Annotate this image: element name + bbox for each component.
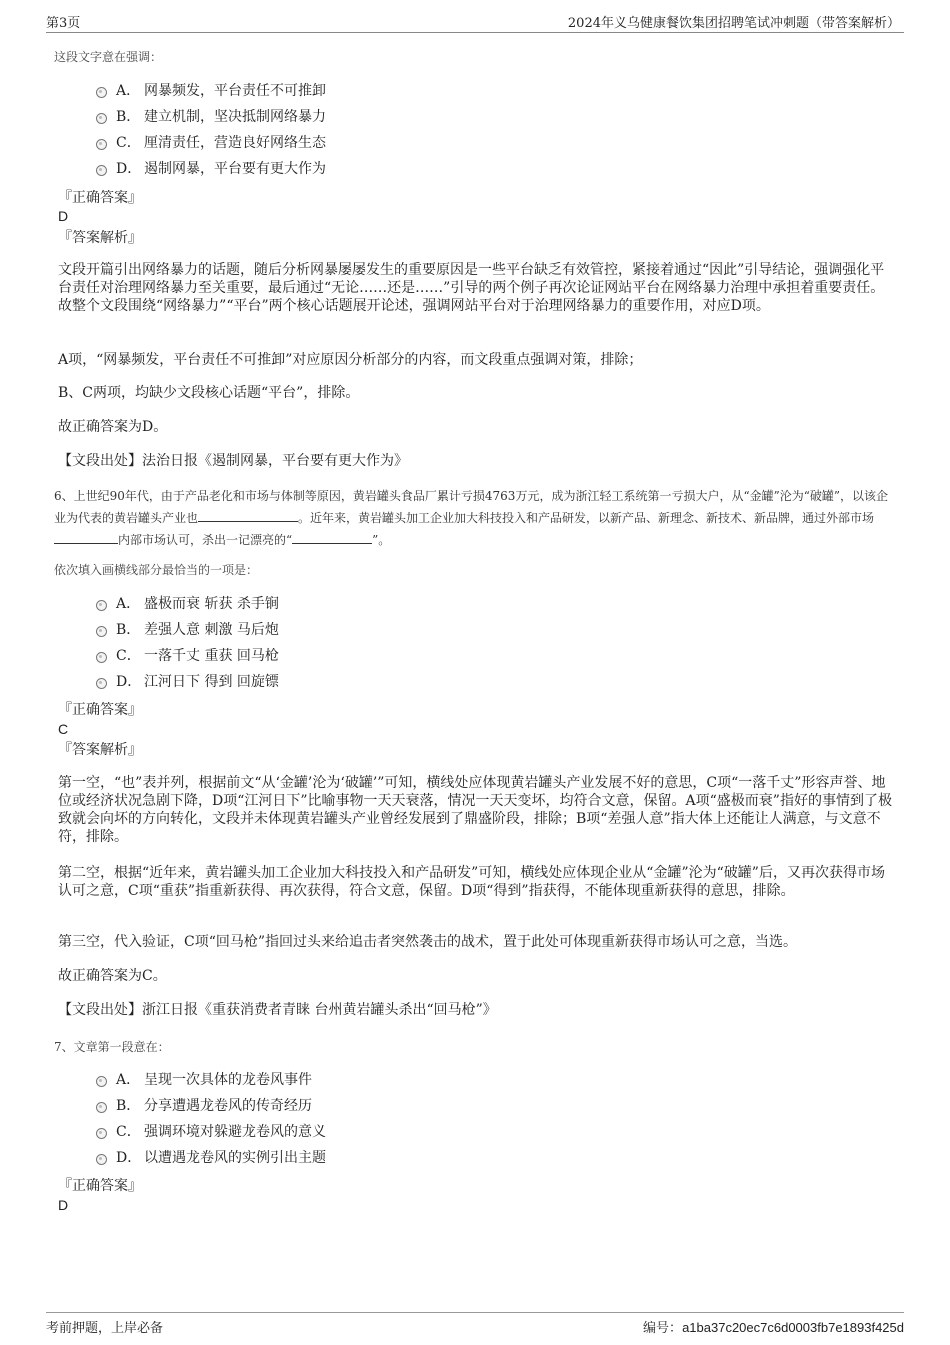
q5-analysis-label: 『答案解析』 [58,230,142,246]
q7-answer-label: 『正确答案』 [58,1178,142,1194]
radio-icon[interactable] [96,87,107,98]
radio-icon[interactable] [96,165,107,176]
q6-answer-label: 『正确答案』 [58,702,142,718]
q5-options [96,78,696,182]
radio-icon[interactable] [96,652,107,663]
q6-analysis-p1: 第一空，“也”表并列，根据前文“从‘金罐’沦为‘破罐’”可知，横线处应体现黄岩罐头产业发展不好的意思，C项“一落千丈”形容声誉、地位或经济状况急剧下降，D项“江河日下”比喻事物一天天衰落，情况一天天变坏，均符合文意，保留。A项“盛极而衰”指好的事情到了极致就会向坏的方向转化，文段并未体现黄岩罐头产业曾经发展到了鼎盛阶段，排除；B项“差强人意”指大体上还能让人满意，与文意不符，排除。 [58,775,892,845]
q6-option-a[interactable]: A． 盛极而衰 斩获 杀手锏 [96,591,696,617]
q7-option-b[interactable]: B． 分享遭遇龙卷风的传奇经历 [96,1093,696,1119]
radio-icon[interactable] [96,139,107,150]
page-number: 第3页 [46,16,81,31]
q5-analysis-p1: 文段开篇引出网络暴力的话题，随后分析网暴屡屡发生的重要原因是一些平台缺乏有效管控，紧接着通过“因此”引导结论，强调强化平台责任对治理网络暴力至关重要，最后通过“无论……还是……”引导的两个例子再次论证网站平台在网络暴力治理中承担着重要责任。故整个文段围绕“网络暴力”“平台”两个核心话题展开论述，强调网站平台对于治理网络暴力的重要作用，对应D项。 [58,262,885,314]
radio-icon[interactable] [96,1154,107,1165]
radio-icon[interactable] [96,113,107,124]
blank-2 [54,531,118,544]
q5-prompt: 这段文字意在强调： [54,50,163,64]
blank-3 [292,531,372,544]
q5-answer: D [58,208,69,224]
radio-icon[interactable] [96,1128,107,1139]
q6-analysis-label: 『答案解析』 [58,742,142,758]
blank-1 [198,509,298,522]
q6-analysis-p3: 第三空，代入验证，C项“回马枪”指回过头来给追击者突然袭击的战术，置于此处可体现重新获得市场认可之意，当选。 [58,934,798,950]
radio-icon[interactable] [96,600,107,611]
q6-option-b[interactable]: B． 差强人意 刺激 马后炮 [96,617,696,643]
q6-stem: 6、上世纪90年代，由于产品老化和市场与体制等原因，黄岩罐头食品厂累计亏损4763万元，成为浙江轻工系统第一亏损大户，从“金罐”沦为“破罐”，以该企业为代表的黄岩罐头产业也 。近年来，黄岩罐头加工企业加大科技投入和产品研发，以新产品、新理念、新技术、新品牌，通过外部市场内部市场认可，杀出一记漂亮的“ ”。 [54,489,888,547]
q6-answer: C [58,721,69,737]
document-title: 2024年义乌健康餐饮集团招聘笔试冲刺题（带答案解析） [567,16,900,31]
q7-option-c[interactable]: C． 强调环境对躲避龙卷风的意义 [96,1119,696,1145]
q7-option-d[interactable]: D． 以遭遇龙卷风的实例引出主题 [96,1145,696,1171]
q6-source: 【文段出处】浙江日报《重获消费者青睐 台州黄岩罐头杀出“回马枪”》 [58,1002,497,1018]
radio-icon[interactable] [96,626,107,637]
q6-option-d[interactable]: D． 江河日下 得到 回旋镖 [96,669,696,695]
q5-analysis-p4: 故正确答案为D。 [58,419,168,435]
radio-icon[interactable] [96,678,107,689]
q7-prompt: 7、文章第一段意在： [54,1040,170,1054]
q6-prompt: 依次填入画横线部分最恰当的一项是： [54,563,259,577]
page-footer [46,1312,904,1337]
footer-code: 编号：a1ba37c20ec7c6d0003fb7e1893f425d [643,1320,904,1336]
q7-option-a[interactable]: A． 呈现一次具体的龙卷风事件 [96,1067,696,1093]
footer-slogan: 考前押题，上岸必备 [46,1321,164,1336]
q7-options [96,1067,696,1171]
q5-analysis-p3: B、C两项，均缺少文段核心话题“平台”，排除。 [58,385,360,401]
q6-analysis-p2: 第二空，根据“近年来，黄岩罐头加工企业加大科技投入和产品研发”可知，横线处应体现企业从“金罐”沦为“破罐”后，又再次获得市场认可之意，C项“重获”指重新获得、再次获得，符合文意，保留。D项“得到”指获得，不能体现重新获得的意思，排除。 [58,865,885,899]
q6-options [96,591,696,695]
q6-option-c[interactable]: C． 一落千丈 重获 回马枪 [96,643,696,669]
q5-option-d[interactable]: D． 遏制网暴，平台要有更大作为 [96,156,696,182]
q5-option-b[interactable]: B． 建立机制，坚决抵制网络暴力 [96,104,696,130]
q7-answer: D [58,1197,69,1213]
q5-option-a[interactable]: A． 网暴频发，平台责任不可推卸 [96,78,696,104]
q5-analysis-p2: A项，“网暴频发，平台责任不可推卸”对应原因分析部分的内容，而文段重点强调对策，排除； [58,352,643,368]
page-header [46,10,904,33]
q5-source: 【文段出处】法治日报《遏制网暴，平台要有更大作为》 [58,453,408,469]
radio-icon[interactable] [96,1102,107,1113]
q6-analysis-p4: 故正确答案为C。 [58,968,167,984]
q5-answer-label: 『正确答案』 [58,190,142,206]
q5-option-c[interactable]: C． 厘清责任，营造良好网络生态 [96,130,696,156]
radio-icon[interactable] [96,1076,107,1087]
